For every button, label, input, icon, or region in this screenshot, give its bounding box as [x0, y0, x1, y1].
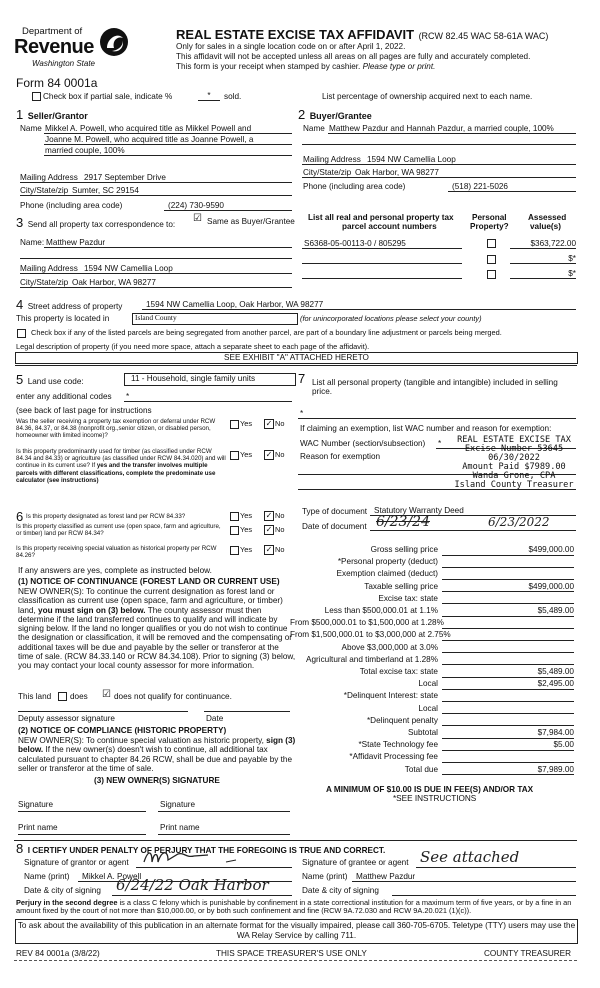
seller-phone-value[interactable]: (224) 730-9590	[168, 201, 224, 210]
notice-2-title: (2) NOTICE OF COMPLIANCE (HISTORIC PROPERTY)	[18, 726, 227, 735]
parcel-number-1[interactable]: S6368-05-00113-0 / 805295	[304, 239, 406, 248]
see-instructions-note: *SEE INSTRUCTIONS	[393, 794, 477, 803]
ownership-note: List percentage of ownership acquired next to each name.	[322, 92, 533, 101]
tax-row-label: *Delinquent penalty	[366, 715, 438, 725]
corr-name-label: Name:	[20, 238, 45, 247]
buyer-city-value[interactable]: Oak Harbor, WA 98277	[355, 168, 439, 177]
grantor-date-label: Date & city of signing	[24, 886, 101, 895]
doc-date-struck[interactable]: 6/23/24	[376, 514, 430, 530]
tax-row-label: Local	[418, 703, 438, 713]
tax-row-label: From $1,500,000.01 to $3,000,000 at 2.75%	[290, 630, 451, 640]
tax-row-label: Total excise tax: state	[359, 667, 438, 676]
seller-mail-value[interactable]: 2917 September Drive	[84, 173, 166, 182]
notice-1-title: (1) NOTICE OF CONTINUANCE (FOREST LAND OR CURRENT USE)	[18, 577, 280, 586]
see-back-note: (see back of last page for instructions	[16, 406, 152, 415]
tax-row-label: Taxable selling price	[364, 581, 438, 591]
street-label: Street address of property	[27, 302, 123, 311]
tax-row-label: Local	[418, 679, 438, 689]
header-note-3-text: This form is your receipt when stamped by cashier.	[176, 62, 361, 71]
exemption-question: Was the seller receiving a property tax exemption or deferral under RCW 84.36, 84.37, or 84.38 (nonprofit org.,senior citizen, or disabled person, homeowner with limited income)?	[16, 418, 216, 440]
tax-row-label: *Personal property (deduct)	[337, 557, 438, 567]
owner-signature-label-1: Signature	[18, 800, 54, 809]
notice-2-body	[18, 736, 296, 773]
located-note: (for unincorporated locations please select your county)	[300, 314, 482, 323]
tax-row-label: Agricultural and timberland at 1.28%	[306, 654, 438, 664]
current-use-yes-label: Yes	[240, 525, 253, 534]
form-title: REAL ESTATE EXCISE TAX AFFIDAVIT	[176, 27, 415, 42]
tax-row-label: Less than $500,000.01 at 1.1%	[324, 606, 438, 615]
partial-sale-suffix: sold.	[224, 92, 242, 101]
form-title-ref: (RCW 82.45 WAC 58-61A WAC)	[418, 31, 549, 41]
notice-2-bold: sign (3) below.	[18, 736, 296, 755]
current-use-question: Is this property classified as current use (open space, farm and agriculture, or timber) land per RCW 84.34?	[16, 523, 221, 538]
additional-codes-value[interactable]: *	[126, 392, 130, 401]
any-yes-note: If any answers are yes, complete as instructed below.	[18, 566, 212, 575]
exemption-yes-checkbox[interactable]	[230, 420, 239, 429]
correspondence-row	[16, 214, 175, 232]
historic-no-checkbox[interactable]: ✓	[265, 545, 273, 554]
historic-yes-label: Yes	[240, 545, 253, 554]
legal-description-box[interactable]	[15, 352, 578, 364]
wac-number-label: WAC Number (section/subsection)	[300, 439, 426, 448]
form-number: Form 84 0001a	[16, 76, 98, 90]
notice-1-body	[18, 587, 296, 671]
this-land-label: This land	[18, 692, 52, 701]
buyer-name-value[interactable]: Matthew Pazdur and Hannah Pazdur, a married couple, 100%	[329, 124, 554, 133]
buyer-name-label: Name	[303, 124, 325, 133]
tax-row-label: Excise tax: state	[378, 593, 438, 603]
tax-row-value[interactable]: $5,489.00	[442, 667, 574, 678]
grantee-signature[interactable]: See attached	[420, 848, 520, 866]
section-8-number: 8	[16, 841, 24, 856]
buyer-mail-label: Mailing Address	[303, 155, 361, 164]
section-4-number: 4	[16, 297, 24, 312]
revision-number: REV 84 0001a (3/8/22)	[16, 949, 100, 958]
buyer-city-label: City/State/zip	[303, 168, 352, 177]
partial-sale-percent[interactable]: *	[198, 91, 220, 101]
tax-row-value[interactable]	[442, 594, 574, 605]
notice-1-body-a: NEW OWNER(S): To continue the current designation as forest land or classification as current use (open space, farm and agriculture, or timber) land,	[18, 587, 283, 615]
department-logo	[14, 26, 134, 74]
land-does-not-label: does not qualify for continuance.	[114, 692, 232, 701]
parcel-col-2-line-2: Property?	[470, 222, 509, 231]
wac-number-value[interactable]: *	[438, 439, 442, 448]
forest-question: Is this property designated as forest land per RCW 84.33?	[26, 513, 186, 520]
forest-yes-checkbox[interactable]	[230, 512, 239, 521]
seller-phone-label: Phone (including area code)	[20, 201, 123, 210]
timber-question	[16, 448, 228, 484]
street-row	[16, 296, 122, 314]
doc-type-label: Type of document	[302, 507, 368, 516]
stamp-line-6: Island County Treasurer	[454, 480, 574, 490]
buyer-phone-label: Phone (including area code)	[303, 182, 406, 191]
segregated-checkbox[interactable]	[17, 329, 26, 338]
timber-no-checkbox[interactable]: ✓	[265, 450, 273, 459]
assessed-value-1[interactable]: $363,722.00	[530, 239, 576, 248]
landuse-row	[16, 371, 84, 389]
dept-line-3: Washington State	[32, 59, 96, 68]
corr-name-value[interactable]: Matthew Pazdur	[46, 238, 106, 247]
section-2-number: 2	[298, 107, 306, 122]
revenue-swirl-icon	[98, 26, 130, 58]
land-does-not-checkbox[interactable]: ☑	[102, 689, 111, 700]
minimum-due-note: A MINIMUM OF $10.00 IS DUE IN FEE(S) AND/OR TAX	[326, 785, 534, 794]
same-as-buyer-checkbox[interactable]: ☑	[193, 213, 202, 224]
parcel-col-3-line-2: value(s)	[530, 222, 561, 231]
tax-row-value[interactable]	[442, 752, 574, 763]
corr-mail-value[interactable]: 1594 NW Camellia Loop	[84, 264, 173, 273]
header-note-3	[176, 62, 435, 71]
doc-date-label: Date of document	[302, 522, 367, 531]
header-note-2: This affidavit will not be accepted unless all areas on all pages are fully and accurately completed.	[176, 52, 531, 61]
header-note-1: Only for sales in a single location code on or after April 1, 2022.	[176, 42, 406, 51]
tax-row-value[interactable]	[442, 643, 574, 654]
additional-codes-label: enter any additional codes	[16, 392, 112, 401]
perjury-bold: Perjury in the second degree	[16, 898, 118, 907]
timber-yes-checkbox[interactable]	[230, 451, 239, 460]
timber-no-label: No	[275, 450, 285, 459]
stamp-line-4: Amount Paid $7989.00	[462, 462, 566, 472]
partial-sale-label: Check box if partial sale, indicate %	[43, 92, 173, 101]
grantee-name-label: Name (print)	[302, 872, 348, 881]
tax-row-label: Exemption claimed (deduct)	[336, 569, 438, 579]
landuse-select-value: 11 - Household, single family units	[131, 374, 256, 383]
landuse-label: Land use code:	[27, 377, 84, 386]
tax-row-label: Subtotal	[407, 728, 438, 737]
forest-yes-label: Yes	[240, 511, 253, 520]
land-does-label: does	[70, 692, 88, 701]
historic-no-label: No	[275, 545, 285, 554]
timber-question-text: Is this property predominantly used for timber (as classified under RCW 84.34 and 84.33) or agriculture (as classified under RCW 84.34.020) and will continue in its current use? If	[16, 448, 226, 470]
header-note-3-italic: Please type or print.	[362, 62, 436, 71]
seller-name-line-1[interactable]: Mikkel A. Powell, who acquired title as Mikkel Powell and	[45, 124, 252, 133]
section-6-number: 6	[16, 509, 24, 524]
tax-row-value[interactable]	[442, 569, 574, 580]
perjury-notice	[16, 899, 578, 916]
partial-sale-checkbox[interactable]	[32, 92, 41, 101]
tax-row-value[interactable]: $5.00	[442, 740, 574, 751]
buyer-heading	[298, 106, 372, 124]
assessed-value-3[interactable]: $*	[568, 269, 576, 278]
seller-name-line-2[interactable]: Joanne M. Powell, who acquired title as Joanne Powell, a	[45, 135, 254, 144]
tax-row-label: *Delinquent Interest: state	[343, 691, 438, 701]
buyer-phone-value[interactable]: (518) 221-5026	[452, 182, 508, 191]
tax-row-label: From $500,000.01 to $1,500,000 at 1.28%	[290, 618, 444, 628]
section-1-number: 1	[16, 107, 24, 122]
assessed-value-2[interactable]: $*	[568, 254, 576, 263]
personal-property-checkbox-2[interactable]	[487, 255, 496, 264]
located-label: This property is located in	[16, 314, 110, 323]
parcel-col-1-line-2: parcel account numbers	[342, 222, 437, 231]
notice-2-body-b: If the new owner(s) doesn't wish to continue, all additional tax calculated pursuant to chapter 84.26 RCW, shall be due and payable by the seller or transferor at the time of sale.	[18, 745, 293, 773]
corr-city-label: City/State/zip	[20, 278, 69, 287]
deputy-signature-label: Deputy assessor signature	[18, 714, 115, 723]
doc-type-value[interactable]: Statutory Warranty Deed	[374, 506, 464, 515]
county-treasurer-label: COUNTY TREASURER	[484, 949, 572, 958]
tax-row-label: Above $3,000,000 at 3.0%	[341, 642, 438, 652]
tax-row-label: *Affidavit Processing fee	[349, 752, 438, 762]
tax-row-value[interactable]	[442, 716, 574, 727]
tax-row-value[interactable]	[442, 691, 574, 702]
grantee-signature-label: Signature of grantee or agent	[302, 858, 409, 867]
tax-row-value[interactable]: $499,000.00	[442, 545, 574, 556]
landuse-select[interactable]	[124, 373, 296, 386]
parcel-col-2-line-1: Personal	[472, 213, 507, 222]
seller-heading	[16, 106, 88, 124]
doc-date-value[interactable]: 6/23/2022	[488, 515, 550, 529]
corr-mail-label: Mailing Address	[20, 264, 78, 273]
legal-description-value: SEE EXHIBIT "A" ATTACHED HERETO	[224, 353, 369, 362]
owner-print-label-1: Print name	[18, 823, 58, 832]
perjury-text: is a class C felony which is punishable by confinement in a state correctional institution for a maximum term of five years, or by a fine in an amount fixed by the court of not more than $10,000.00, or by both such confinement and fine (RCW 9A.72.030 and RCW 9A.20.021 (1)(c)).	[16, 898, 572, 916]
forest-no-label: No	[275, 511, 285, 520]
exemption-no-label: No	[275, 419, 285, 428]
alternate-format-text: To ask about the availability of this publication in an alternate format for the visually impaired, please call 360-705-6705. Teletype (TTY) users may use the WA Relay Service by calling 711.	[17, 921, 576, 940]
historic-question: Is this property receiving special valuation as historical property per RCW 84.26?	[16, 545, 217, 560]
land-does-checkbox[interactable]	[58, 692, 67, 701]
grantor-signature-label: Signature of grantor or agent	[24, 858, 129, 867]
personal-property-checkbox-1[interactable]	[487, 239, 496, 248]
tax-row-label: Gross selling price	[370, 545, 438, 554]
dept-line-2: Revenue	[14, 36, 94, 58]
county-select-value: Island County	[135, 313, 177, 322]
stamp-line-2: Excise Number 53645	[464, 444, 564, 454]
tax-row-label: *State Technology fee	[358, 740, 438, 750]
tax-row-label: Total due	[404, 764, 438, 774]
current-use-yes-checkbox[interactable]	[230, 526, 239, 535]
tax-row-value[interactable]	[442, 630, 574, 641]
notice-2-body-a: NEW OWNER(S): To continue special valuation as historic property,	[18, 736, 264, 745]
tax-row-value[interactable]	[442, 557, 574, 568]
seller-city-label: City/State/zip	[20, 186, 69, 195]
street-value[interactable]: 1594 NW Camellia Loop, Oak Harbor, WA 98277	[146, 300, 324, 309]
grantor-name-value[interactable]: Mikkel A. Powell	[82, 872, 142, 881]
same-as-buyer-label: Same as Buyer/Grantee	[207, 217, 295, 226]
notice-1-body-b: The county assessor must then determine if the land transferred continues to qualify and will indicate by signing below. If the land no longer qualifies or you do not wish to continue the designation or classification, it will be removed and the compensating or additional taxes will be due and payable by the seller or transferor at the time of sale. (RCW 84.33.140 or RCW 84.34.108). Prior to signing (3) below, you may contact your local county assessor for more information.	[18, 605, 296, 671]
tax-row-value[interactable]	[442, 655, 574, 666]
legal-label: Legal description of property (if you need more space, attach a separate sheet to each page of the affidavit).	[16, 342, 370, 351]
timber-yes-label: Yes	[240, 450, 253, 459]
seller-name-line-3[interactable]: married couple, 100%	[45, 146, 125, 155]
section-3-number: 3	[16, 215, 24, 230]
tax-row-value[interactable]: $2,495.00	[442, 679, 574, 690]
tax-row-value[interactable]: $7,989.00	[442, 765, 574, 776]
personal-property-checkbox-3[interactable]	[487, 270, 496, 279]
correspondence-label: Send all property tax correspondence to:	[27, 220, 176, 229]
historic-yes-checkbox[interactable]	[230, 546, 239, 555]
current-use-no-checkbox[interactable]: ✓	[265, 525, 273, 534]
stamp-line-5: Wanda Grone, CPA	[472, 471, 556, 481]
notice-3-title: (3) NEW OWNER(S) SIGNATURE	[94, 776, 220, 785]
buyer-heading-text: Buyer/Grantee	[309, 111, 372, 121]
seller-city-value[interactable]: Sumter, SC 29154	[72, 186, 139, 195]
reason-label: Reason for exemption	[300, 452, 381, 461]
tax-row-value[interactable]: $5,489.00	[442, 606, 574, 617]
seller-mail-label: Mailing Address	[20, 173, 78, 182]
treasurer-stamp	[444, 436, 584, 490]
tax-row-value[interactable]: $7,984.00	[442, 728, 574, 739]
segregated-label: Check box if any of the listed parcels are being segregated from another parcel, are part of a boundary line adjustment or parcels being merged.	[31, 328, 502, 337]
section-5-number: 5	[16, 372, 24, 387]
owner-print-label-2: Print name	[160, 823, 200, 832]
seller-heading-text: Seller/Grantor	[27, 111, 88, 121]
treasurer-space-note: THIS SPACE TREASURER'S USE ONLY	[216, 949, 367, 958]
tax-row-value[interactable]: $499,000.00	[442, 582, 574, 593]
certify-text: I CERTIFY UNDER PENALTY OF PERJURY THAT THE FOREGOING IS TRUE AND CORRECT.	[27, 846, 386, 855]
alternate-format-box	[15, 919, 578, 944]
stamp-line-3: 06/30/2022	[488, 453, 540, 463]
grantor-date-value[interactable]: 6/24/22 Oak Harbor	[116, 876, 269, 894]
exemption-yes-label: Yes	[240, 419, 253, 428]
deputy-date-label: Date	[206, 714, 224, 723]
section-7-number: 7	[298, 371, 306, 386]
dept-line-1: Department of	[22, 26, 83, 37]
grantor-signature[interactable]	[138, 846, 258, 868]
treasurer-space-divider	[14, 960, 577, 961]
owner-signature-label-2: Signature	[160, 800, 196, 809]
current-use-no-label: No	[275, 525, 285, 534]
grantee-date-label: Date & city of signing	[302, 886, 379, 895]
grantee-name-value[interactable]: Matthew Pazdur	[356, 872, 416, 881]
tax-table	[290, 545, 578, 781]
tax-row-value[interactable]	[442, 618, 574, 629]
notice-1-bold: you must sign on (3) below.	[38, 605, 146, 615]
wac-intro: If claiming an exemption, list WAC number and reason for exemption:	[300, 424, 552, 433]
corr-city-value[interactable]: Oak Harbor, WA 98277	[72, 278, 156, 287]
tax-row-value[interactable]	[442, 704, 574, 715]
stamp-line-1: REAL ESTATE EXCISE TAX	[457, 435, 571, 445]
timber-question-bold: yes and the transfer involves multiple parcels with different classifications, complete the predominate use calculator (see instructions)	[16, 462, 216, 484]
grantor-name-label: Name (print)	[24, 872, 70, 881]
buyer-mail-value[interactable]: 1594 NW Camellia Loop	[367, 155, 456, 164]
personal-property-value[interactable]: *	[300, 409, 304, 418]
parcel-col-3-line-1: Assessed	[528, 213, 567, 222]
exemption-no-checkbox[interactable]: ✓	[265, 419, 273, 428]
forest-no-checkbox[interactable]: ✓	[265, 511, 273, 520]
parcel-col-1-line-1: List all real and personal property tax	[308, 213, 454, 222]
personal-property-label: List all personal property (tangible and intangible) included in selling price.	[312, 378, 558, 397]
county-select[interactable]	[132, 313, 298, 325]
seller-name-label: Name	[20, 124, 42, 133]
